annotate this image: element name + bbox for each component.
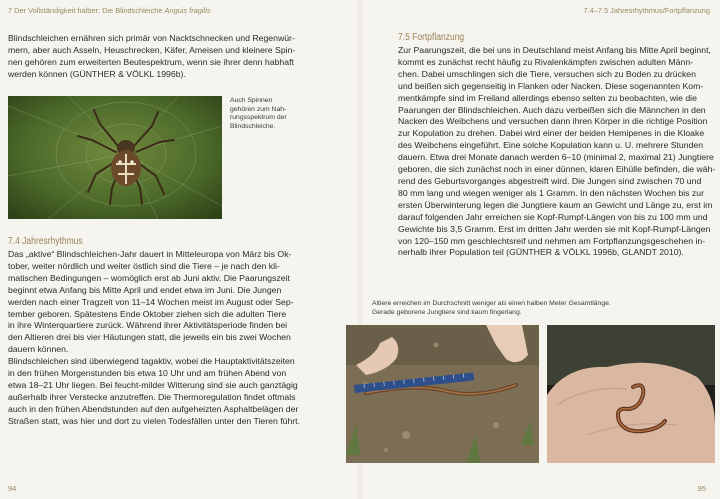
text-line: matischen Bedingungen – womöglich erst ab Juni aktiv. Die Paarungszeit: [8, 272, 290, 283]
section-heading-7-5: 7.5 Fortpflanzung: [398, 32, 465, 43]
text-line: den Altieren drei bis vier Häutungen statt, die jeweils ein bis zwei Wochen: [8, 332, 291, 343]
text-line: tember geboren. Spätestens Ende Oktober ziehen sich die adulten Tiere: [8, 308, 287, 319]
text-line: werden können (GÜNTHER & VÖLKL 1996b).: [8, 68, 186, 79]
slowworm-ruler-photo: [346, 325, 539, 463]
page-number-left: 94: [8, 484, 17, 493]
text-line: werden nach einer Tragzeit von 11–14 Wochen meist im August oder Sep-: [8, 296, 294, 307]
text-line: in ihre Winterquartiere zurück. Während ihrer Aktivitätsperiode finden bei: [8, 320, 288, 331]
text-line: zur Kopulation zu drehen. Dabei wird einer der beiden Hemipenes in die Kloake: [398, 128, 705, 139]
text-line: rend des Geburtsvorganges abgestreift wird. Die Jungen sind zwischen 70 und: [398, 175, 702, 186]
running-head-left: 7 Der Vollständigkeit halber: Die Blindschleiche Anguis fragilis: [8, 6, 211, 15]
text-line: Nacken des Weibchens und versuchen dann ihren Körper in die richtige Position: [398, 116, 708, 127]
running-head-right: 7.4–7.5 Jahresrhythmus/Fortpflanzung: [583, 6, 710, 15]
section-7-5-text: [398, 45, 716, 259]
text-line: Blindschleichen sind überwiegend tagaktiv, wobei die Hauptaktivitätszeiten: [8, 356, 295, 367]
spider-photo: [8, 96, 222, 219]
text-line: dauern. Etwa drei Monate danach werden 6–10 (minimal 2, maximal 21) Jungtiere: [398, 152, 714, 163]
right-page: [360, 0, 720, 499]
text-line: chen. Dabei umschlingen sich die Tiere, versuchen sich zu Boden zu drücken: [398, 68, 696, 79]
text-line: dauern können.: [8, 344, 69, 355]
text-line: Paarungen der Blindschleichen. Auch dazu verbeißen sich die Männchen in den: [398, 104, 706, 115]
text-line: Straßen statt, was hier und dort zu vielen Todesfällen unter den Tieren führt.: [8, 415, 301, 426]
running-head-italic: Anguis fragilis: [164, 6, 211, 15]
text-line: 80 mm lang und wiegen weniger als 1 Gramm. In den nächsten Wochen bis zur: [398, 187, 704, 198]
text-line: tober, weiter nördlich und weiter östlich sind die Tiere – je nach den kli-: [8, 260, 280, 271]
text-line: von 120–150 mm geschlechtsreif und nehmen am Fortpflanzungsgeschehen in-: [398, 235, 706, 246]
text-line: darauf folgenden Jahr erreichen sie Kopf-Rumpf-Längen von bis zu 100 mm und: [398, 211, 708, 222]
text-line: Blindschleichen ernähren sich primär von Nacktschnecken und Regenwür-: [8, 33, 295, 43]
spider-caption: Auch Spinnen gehören zum Nah- rungsspektrum der Blindschleiche.: [230, 97, 287, 130]
slowworm-hand-photo: [547, 325, 715, 463]
section-7-4-text: [8, 249, 353, 428]
text-line: Zur Paarungszeit, die bei uns in Deutschland meist Anfang bis Mitte April beginnt,: [398, 45, 711, 55]
text-line: beginnt etwa Anfang bis Mitte April und endet etwa im Juni. Die Jungen: [8, 284, 282, 295]
text-line: und beißen sich gegenseitig in Flanken oder Nacken. Diese sogenannten Kom-: [398, 80, 704, 91]
page-number-right: 95: [697, 484, 706, 493]
slowworm-caption: Altiere erreichen im Durchschnitt weniger als einen halben Meter Gesamtlänge. Gerade geborene Jungtiere sind kaum fingerlang.: [372, 300, 611, 316]
text-line: Das „aktive“ Blindschleichen-Jahr dauert in Mitteleuropa von März bis Ok-: [8, 249, 292, 259]
text-line: außerhalb ihrer Verstecke anzutreffen. Die Thermoregulation findet oftmals: [8, 391, 296, 402]
text-line: Gewichte bis 3,5 Gramm. Erst im dritten Jahr werden sie mit Kopf-Rumpf-Längen: [398, 223, 711, 234]
text-line: etwa 18–21 Uhr liegen. Bei feucht-milder Witterung sind sie auch ganztägig: [8, 379, 298, 390]
text-line: mern, aber auch Asseln, Heuschrecken, Käfer, Ameisen und kleinere Spin-: [8, 44, 296, 55]
text-line: in den frühen Morgenstunden bis etwa 10 Uhr und am frühen Abend von: [8, 368, 287, 379]
section-heading-7-4: 7.4 Jahresrhythmus: [8, 236, 83, 247]
text-line: geboren, die sich zunächst noch in einer dünnen, klaren Eihülle befinden, die wäh-: [398, 164, 716, 175]
text-line: nen gehören zum erweiterten Beutespektrum, wenn sie ihrer denn habhaft: [8, 56, 294, 67]
text-line: mentkämpfe sind im Freiland allerdings ebenso selten zu beobachten, wie die: [398, 92, 697, 103]
text-line: kommt es zunächst recht häufig zu Rivalenkämpfen zwischen adulten Männ-: [398, 56, 694, 67]
text-line: des Weibchens eingeführt. Eine solche Kopulation kann u. U. mehrere Stunden: [398, 140, 704, 151]
text-line: auch in den frühen Abendstunden auf den aufgeheizten Asphaltbelägen der: [8, 403, 299, 414]
text-line: nerhalb ihrer Population teil (GÜNTHER & VÖLKL 1996b, GLANDT 2010).: [398, 247, 684, 258]
text-line: ersten Überwinterung legen die Jungtiere kaum an Gewicht und Länge zu, erst im: [398, 199, 713, 210]
intro-paragraph: [8, 33, 353, 81]
